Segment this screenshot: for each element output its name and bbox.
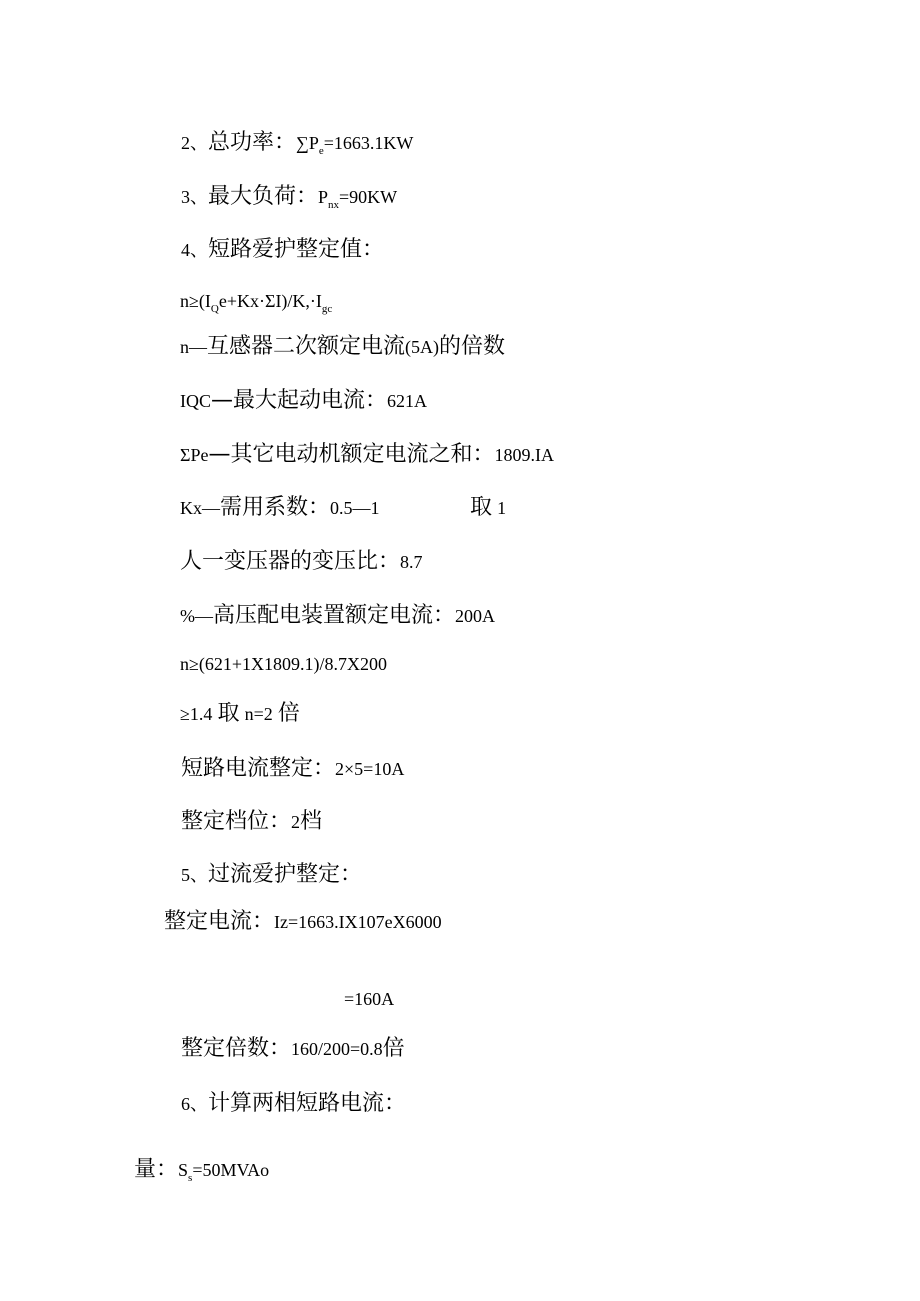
line-setting-position bbox=[181, 811, 322, 833]
formula-text: Iz=1663.IX107eX6000 bbox=[274, 912, 442, 932]
symbol: n— bbox=[180, 337, 207, 357]
symbol: %— bbox=[180, 606, 213, 626]
line-section-4-heading bbox=[181, 239, 384, 261]
item-label: 短路爱护整定值： bbox=[208, 237, 385, 262]
formula-text: n≥(621+1X1809.1)/8.7X200 bbox=[180, 654, 388, 674]
line-capacity bbox=[134, 1157, 270, 1184]
symbol: ΣPe bbox=[180, 445, 209, 465]
item-number: 5、 bbox=[181, 865, 208, 885]
value-text: =160A bbox=[344, 989, 395, 1009]
definition-text: 整定倍数： bbox=[181, 1036, 292, 1061]
value-text: 1 bbox=[497, 498, 507, 518]
item-label: 最大负荷： bbox=[208, 184, 319, 209]
value-text: (5A) bbox=[405, 337, 440, 357]
definition-text: —最大起动电流： bbox=[211, 388, 388, 413]
definition-text: 的倍数 bbox=[439, 334, 506, 359]
item-label: 总功率： bbox=[208, 130, 297, 155]
item-number: 3、 bbox=[181, 187, 208, 207]
line-definition-n bbox=[180, 336, 505, 358]
definition-text: 整定电流： bbox=[164, 909, 275, 934]
line-definition-kx bbox=[180, 497, 380, 519]
line-result-n bbox=[180, 703, 300, 725]
line-formula-n bbox=[180, 291, 333, 315]
item-label: 计算两相短路电流： bbox=[208, 1091, 407, 1116]
formula-text: =90KW bbox=[339, 187, 398, 207]
line-setting-current bbox=[164, 911, 442, 933]
line-definition-rated-current bbox=[180, 605, 495, 627]
item-number: 6、 bbox=[181, 1094, 208, 1114]
definition-text: 量： bbox=[134, 1157, 179, 1182]
definition-text: 短路电流整定： bbox=[181, 756, 336, 781]
formula-text: P bbox=[318, 187, 329, 207]
line-short-circuit-setting bbox=[181, 758, 404, 780]
line-calculation bbox=[180, 655, 387, 673]
value-text: 8.7 bbox=[400, 552, 423, 572]
line-definition-iqc bbox=[180, 390, 427, 412]
definition-text: —其它电动机额定电流之和： bbox=[208, 442, 495, 467]
subscript: s bbox=[188, 1172, 193, 1184]
value-text: 200A bbox=[455, 606, 496, 626]
value-text: 160/200=0.8 bbox=[291, 1039, 383, 1059]
definition-text: 整定档位： bbox=[181, 809, 292, 834]
item-label: 过流爱护整定： bbox=[208, 862, 363, 887]
value-text: 0.5—1 bbox=[330, 498, 380, 518]
line-total-power bbox=[181, 130, 414, 157]
formula-text: =50MVAo bbox=[192, 1160, 270, 1180]
subscript: Q bbox=[210, 303, 219, 315]
definition-text: 需用系数： bbox=[220, 495, 331, 520]
definition-text: 取 bbox=[217, 701, 240, 726]
formula-text: n≥(I bbox=[180, 291, 211, 311]
item-number: 2、 bbox=[181, 133, 208, 153]
value-text: 2×5=10A bbox=[335, 759, 405, 779]
value-text: 621A bbox=[387, 391, 428, 411]
definition-text: 档 bbox=[300, 809, 323, 834]
value-text: 2 bbox=[291, 812, 301, 832]
formula-text: e+Kx·ΣI)/K,·I bbox=[218, 291, 322, 311]
subscript: e bbox=[318, 145, 324, 157]
definition-text: 高压配电装置额定电流： bbox=[213, 603, 456, 628]
subscript: nx bbox=[328, 199, 340, 211]
symbol: Kx— bbox=[180, 498, 220, 518]
formula-text: ∑P bbox=[296, 133, 319, 153]
line-definition-ratio bbox=[180, 551, 423, 573]
formula-text: S bbox=[178, 1160, 189, 1180]
definition-text: 倍 bbox=[382, 1036, 405, 1061]
formula-text: =1663.1KW bbox=[323, 133, 414, 153]
definition-text: 互感器二次额定电流 bbox=[207, 334, 406, 359]
value-text: ≥1.4 bbox=[180, 704, 213, 724]
definition-text: 人一变压器的变压比： bbox=[180, 549, 401, 574]
line-definition-sum-pe bbox=[180, 444, 554, 466]
line-section-6-heading bbox=[181, 1093, 406, 1115]
subscript: gc bbox=[321, 303, 333, 315]
value-text: 1809.IA bbox=[494, 445, 554, 465]
item-number: 4、 bbox=[181, 240, 208, 260]
line-setting-multiple bbox=[181, 1038, 405, 1060]
line-setting-current-result bbox=[344, 990, 394, 1008]
definition-text: 取 bbox=[470, 495, 493, 520]
line-max-load bbox=[181, 184, 398, 211]
definition-text: 倍 bbox=[277, 701, 300, 726]
line-section-5-heading bbox=[181, 864, 362, 886]
value-text: n=2 bbox=[244, 704, 273, 724]
line-definition-kx-take bbox=[470, 497, 506, 519]
symbol: IQC bbox=[180, 391, 211, 411]
